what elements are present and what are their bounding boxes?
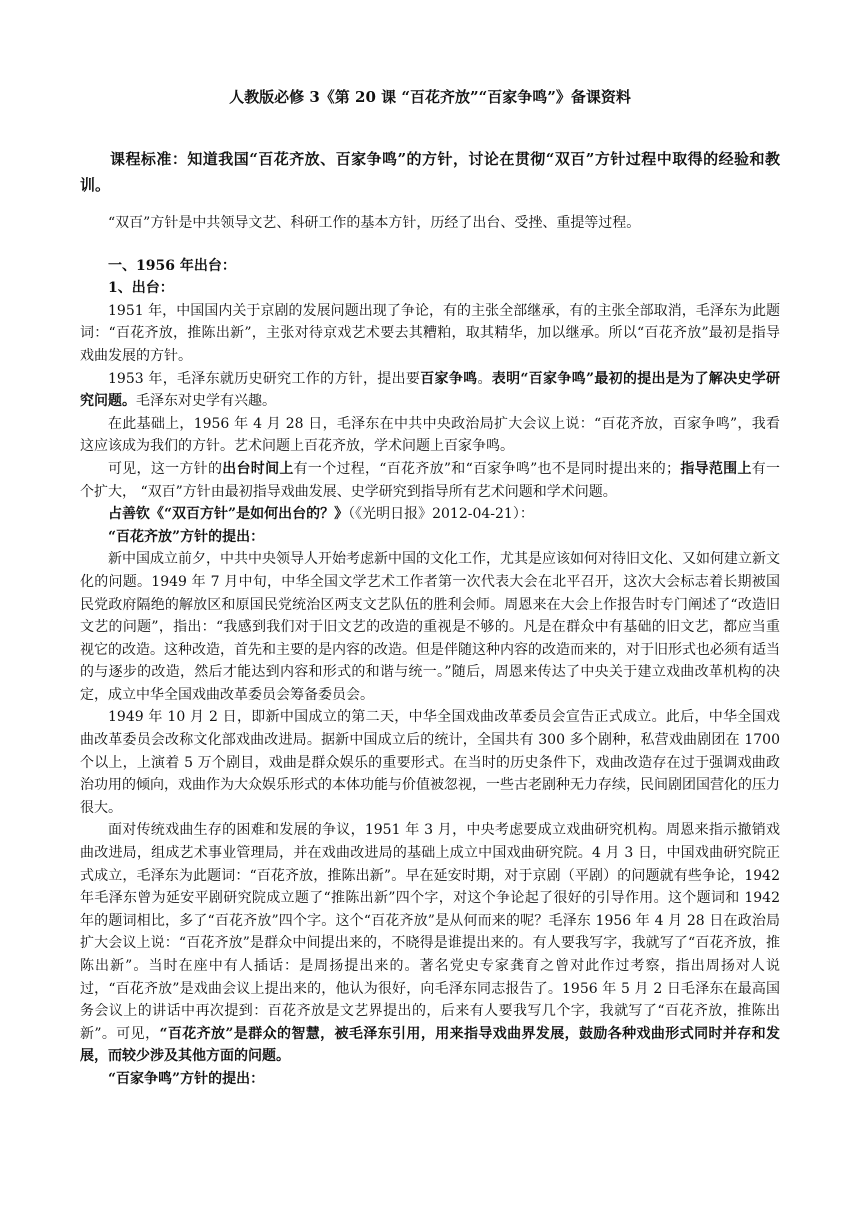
paragraph-process: 可见，这一方针的出台时间上有一个过程，“百花齐放”和“百家争鸣”也不是同时提出来的；指导范围上有一个扩大， “双百”方针由最初指导戏曲发展、史学研究到指导所有艺术问题和学术问题。 [80,460,781,500]
subsection-heading-chutai: 1、出台： [108,280,174,297]
paragraph-1951: 1951 年，中国国内关于京剧的发展问题出现了争论，有的主张全部继承，有的主张全部取消，毛泽东为此题词：“百花齐放，推陈出新”，主张对待京戏艺术要去其糟粕，取其精华，加以继承。所以“百花齐放”最初是指导戏曲发展的方针。 [80,302,780,364]
curriculum-standard: 课程标准：知道我国“百花齐放、百家争鸣”的方针，讨论在贯彻“双百”方针过程中取得的经验和教训。 [80,150,780,194]
intro-paragraph: “双百”方针是中共领导文艺、科研工作的基本方针，历经了出台、受挫、重提等过程。 [108,215,641,231]
document-title: 人教版必修 3《第 20 课 “百花齐放”“百家争鸣”》备课资料 [229,88,631,106]
section-heading-1956: 一、1956 年出台： [108,257,236,274]
paragraph-research-institute: 面对传统戏曲生存的困难和发展的争议，1951 年 3 月，中央考虑要成立戏曲研究机构。周恩来指示撤销戏曲改进局，组成艺术事业管理局，并在戏曲改进局的基础上成立中国戏曲研究院。4 月 3 日，中国戏曲研究院正式成立，毛泽东为此题词：“百花齐放，推陈出新”。早在延安时期，对于京剧（平剧）的问题就有些争论，1942 年毛泽东曾为延安平剧研究院成立题了“推陈出新”四个字，对这个争论起了很好的引导作用。这个题词和 1942 年的题词相比，多了“百花齐放”四个字。这个“百花齐放”是从何而来的呢？毛泽东 1956 年 4 月 28 日在政治局扩大会议上说：“百花齐放”是群众中间提出来的，不晓得是谁提出来的。有人要我写字，我就写了“百花齐放，推陈出新”。当时在座中有人插话：是周扬提出来的。著名党史专家龚育之曾对此作过考察，指出周扬对人说过，“百花齐放”是戏曲会议上提出来的，他认为很好，向毛泽东同志报告了。1956 年 5 月 2 日毛泽东在最高国务会议上的讲话中再次提到：百花齐放是文艺界提出的，后来有人要我写几个字，我就写了“百花齐放，推陈出新”。可见，“百花齐放”是群众的智慧，被毛泽东引用，用来指导戏曲界发展，鼓励各种戏曲形式同时并存和发展，而较少涉及其他方面的问题。 [80,822,780,1065]
paragraph-1949-october: 1949 年 10 月 2 日，即新中国成立的第二天，中华全国戏曲改革委员会宣告正式成立。此后，中华全国戏曲改革委员会改称文化部戏曲改进局。据新中国成立后的统计，全国共有 300 多个剧种，私营戏曲剧团在 1700 个以上，上演着 5 万个剧目，戏曲是群众娱乐的重要形式。在当时的历史条件下，戏曲改造存在过于强调戏曲政治功用的倾向，戏曲作为大众娱乐形式的本体功能与价值被忽视，一些古老剧种无力存续，民间剧团国营化的压力很大。 [80,709,780,816]
paragraph-1956: 在此基础上，1956 年 4 月 28 日，毛泽东在中共中央政治局扩大会议上说：“百花齐放，百家争鸣”，我看这应该成为我们的方针。艺术问题上百花齐放，学术问题上百家争鸣。 [80,415,780,455]
baijia-heading: “百家争鸣”方针的提出： [108,1070,265,1087]
paragraph-founding: 新中国成立前夕，中共中央领导人开始考虑新中国的文化工作，尤其是应该如何对待旧文化、又如何建立新文化的问题。1949 年 7 月中旬，中华全国文学艺术工作者第一次代表大会在北平召开，这次大会标志着长期被国民党政府隔绝的解放区和原国民党统治区两支文艺队伍的胜利会师。周恩来在大会上作报告时专门阐述了“改造旧文艺的问题”，指出：“我感到我们对于旧文艺的改造的重视是不够的。凡是在群众中有基础的旧文艺，都应当重视它的改造。这种改造，首先和主要的是内容的改造。但是伴随这种内容的改造而来的，对于旧形式也必须有适当的与逐步的改造，然后才能达到内容和形式的和谐与统一。”随后，周恩来传达了中央关于建立戏曲改革机构的决定，成立中华全国戏曲改革委员会筹备委员会。 [80,551,780,703]
source-citation: 占善钦《“双百方针”是如何出台的？》（《光明日报》2012-04-21）： [108,506,534,523]
paragraph-1953: 1953 年，毛泽东就历史研究工作的方针，提出要百家争鸣。表明“百家争鸣”最初的提出是为了解决史学研究问题。毛泽东对史学有兴趣。 [80,370,781,410]
baihua-heading: “百花齐放”方针的提出： [108,528,265,545]
